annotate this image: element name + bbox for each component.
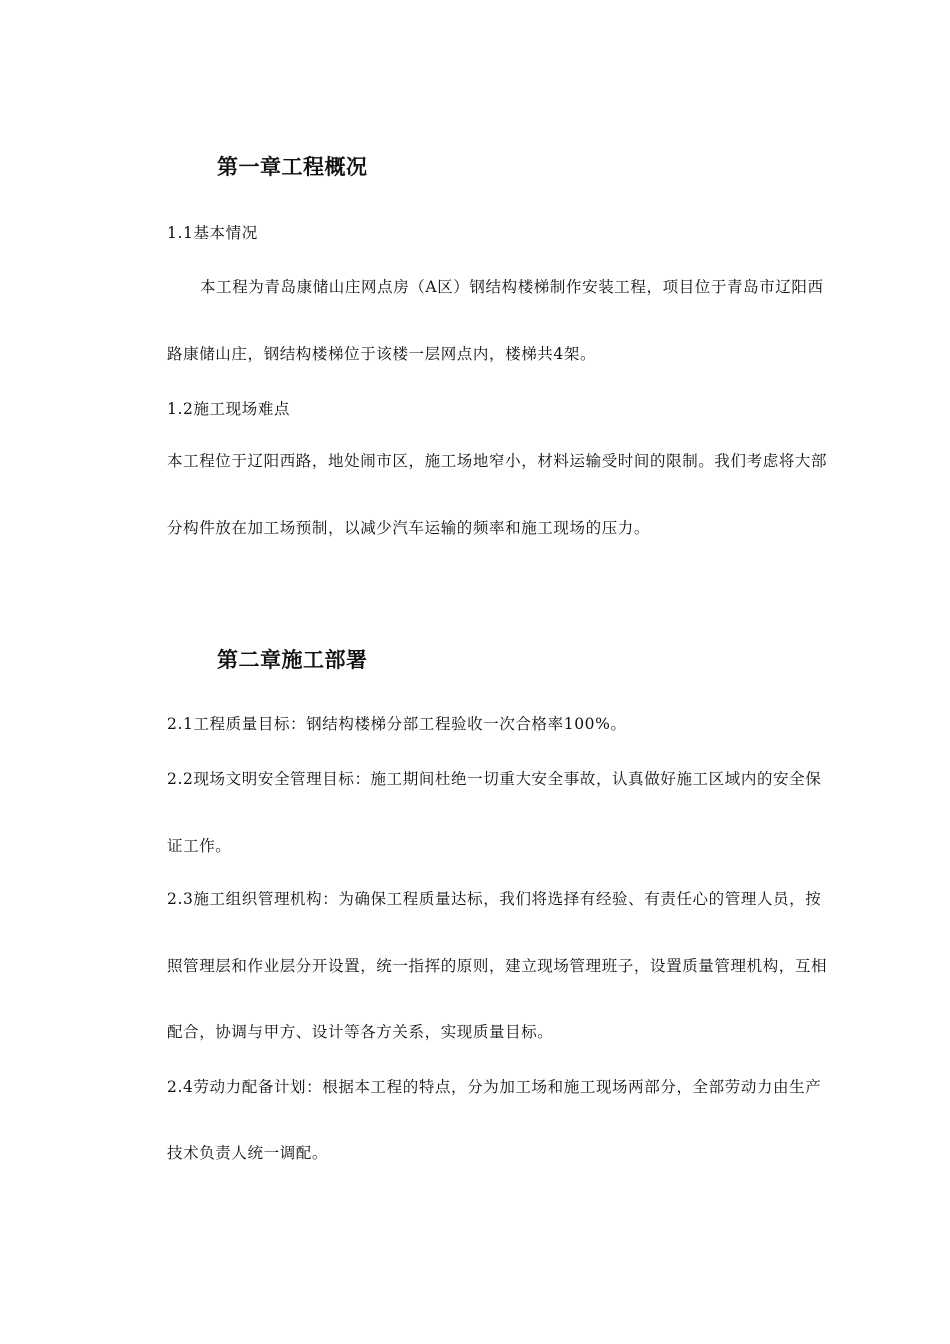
chapter-2-title: 第二章施工部署 (217, 648, 368, 672)
section-2-4-text-line-1: 2.4劳动力配备计划：根据本工程的特点，分为加工场和施工现场两部分，全部劳动力由生产 (167, 1078, 822, 1096)
section-2-3-text-line-1: 2.3施工组织管理机构：为确保工程质量达标，我们将选择有经验、有责任心的管理人员，按 (167, 890, 822, 908)
section-1-1-text-line-2: 路康储山庄，钢结构楼梯位于该楼一层网点内，楼梯共4架。 (167, 345, 597, 363)
section-2-3-text-line-3: 配合，协调与甲方、设计等各方关系，实现质量目标。 (167, 1023, 554, 1041)
section-2-4-text-line-2: 技术负责人统一调配。 (167, 1144, 329, 1162)
section-1-2-heading: 1.2施工现场难点 (167, 400, 291, 418)
section-1-2-text-line-2: 分构件放在加工场预制，以减少汽车运输的频率和施工现场的压力。 (167, 519, 651, 537)
section-1-1-text-line-1: 本工程为青岛康储山庄网点房（A区）钢结构楼梯制作安装工程，项目位于青岛市辽阳西 (200, 278, 824, 296)
section-2-2-text-line-1: 2.2现场文明安全管理目标：施工期间杜绝一切重大安全事故，认真做好施工区域内的安全保 (167, 770, 822, 788)
section-2-1-text: 2.1工程质量目标：钢结构楼梯分部工程验收一次合格率100%。 (167, 715, 627, 733)
section-1-2-text-line-1: 本工程位于辽阳西路，地处闹市区，施工场地窄小，材料运输受时间的限制。我们考虑将大部 (167, 452, 828, 470)
section-2-2-text-line-2: 证工作。 (167, 837, 232, 855)
chapter-1-title: 第一章工程概况 (217, 155, 368, 179)
section-1-1-heading: 1.1基本情况 (167, 224, 258, 242)
section-2-3-text-line-2: 照管理层和作业层分开设置，统一指挥的原则，建立现场管理班子，设置质量管理机构，互相 (167, 957, 828, 975)
